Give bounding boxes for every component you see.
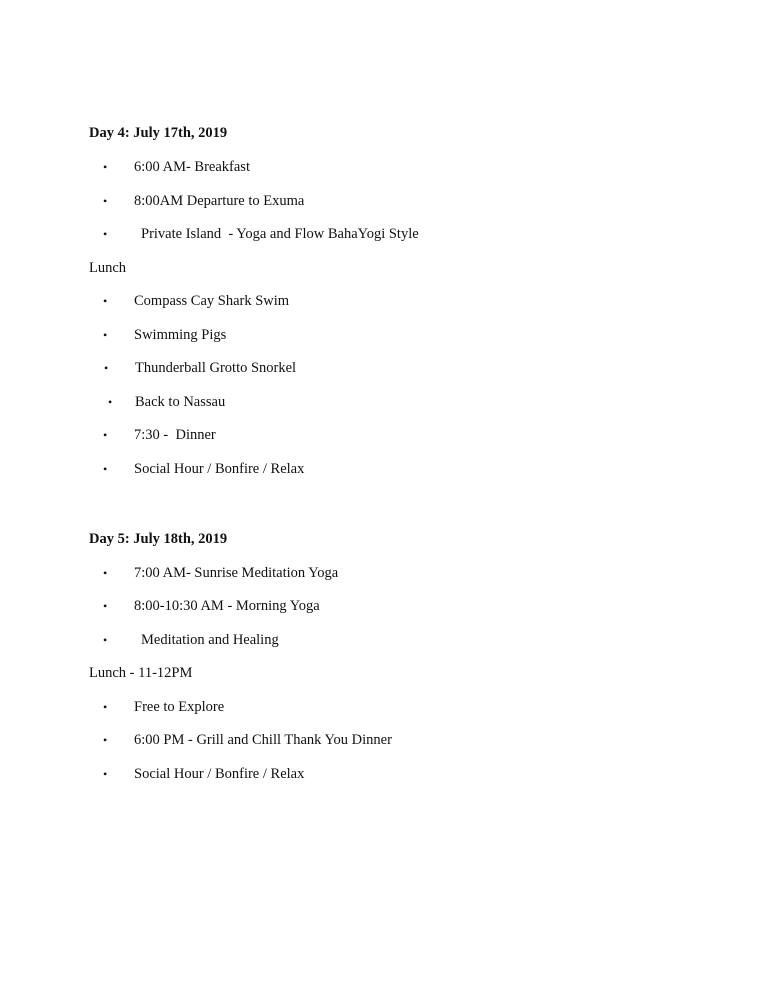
bullet-icon: • <box>103 294 108 308</box>
day5-heading: Day 5: July 18th, 2019 <box>89 531 228 547</box>
list-item: Private Island - Yoga and Flow BahaYogi Style <box>141 226 419 242</box>
list-item: 8:00-10:30 AM - Morning Yoga <box>134 598 320 614</box>
list-item: Compass Cay Shark Swim <box>134 293 290 309</box>
list-item: 7:30 - Dinner <box>134 427 216 443</box>
day5-lunch-label: Lunch - 11-12PM <box>89 665 193 681</box>
list-item: Swimming Pigs <box>134 327 227 343</box>
list-item: 6:00 PM - Grill and Chill Thank You Dinner <box>134 732 392 748</box>
bullet-icon: • <box>103 227 108 241</box>
day4-heading: Day 4: July 17th, 2019 <box>89 125 228 141</box>
list-item: Social Hour / Bonfire / Relax <box>134 461 305 477</box>
list-item: 7:00 AM- Sunrise Meditation Yoga <box>134 565 339 581</box>
bullet-icon: • <box>104 361 109 375</box>
bullet-icon: • <box>103 566 108 580</box>
bullet-icon: • <box>103 599 108 613</box>
bullet-icon: • <box>103 767 108 781</box>
bullet-icon: • <box>108 395 113 409</box>
day4-lunch-label: Lunch <box>89 260 127 276</box>
list-item: Social Hour / Bonfire / Relax <box>134 766 305 782</box>
list-item: Free to Explore <box>134 699 225 715</box>
list-item: Thunderball Grotto Snorkel <box>135 360 297 376</box>
list-item: 6:00 AM- Breakfast <box>134 159 250 175</box>
list-item: 8:00AM Departure to Exuma <box>134 193 305 209</box>
bullet-icon: • <box>103 733 108 747</box>
bullet-icon: • <box>103 194 108 208</box>
bullet-icon: • <box>103 160 108 174</box>
bullet-icon: • <box>103 700 108 714</box>
bullet-icon: • <box>103 633 108 647</box>
bullet-icon: • <box>103 328 108 342</box>
bullet-icon: • <box>103 428 108 442</box>
list-item: Meditation and Healing <box>141 632 279 648</box>
list-item: Back to Nassau <box>135 394 226 410</box>
bullet-icon: • <box>103 462 108 476</box>
